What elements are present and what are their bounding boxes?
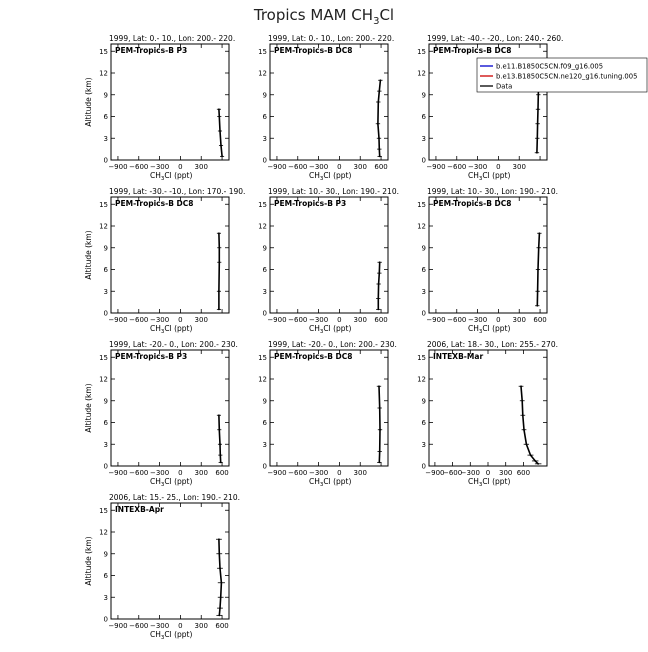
y-tick-label: 6 (263, 266, 268, 274)
data-point (537, 269, 539, 271)
x-tick-label: −300 (468, 163, 487, 171)
data-point (536, 137, 538, 139)
x-tick-label: −900 (108, 316, 127, 324)
data-point (379, 79, 381, 81)
data-point (379, 407, 381, 409)
panel-5 (258, 187, 399, 335)
y-axis-label: Altitude (km) (84, 77, 93, 126)
data-point (379, 155, 381, 157)
x-tick-label: 600 (215, 469, 228, 477)
data-point (218, 414, 220, 416)
x-tick-label: −600 (447, 163, 466, 171)
panel-annotation: PEM-Tropics-B DC8 (433, 46, 511, 55)
x-tick-label: −900 (108, 469, 127, 477)
panel-annotation: PEM-Tropics-B DC8 (433, 199, 511, 208)
y-tick-label: 3 (104, 594, 108, 602)
data-point (220, 582, 222, 584)
data-point (220, 145, 222, 147)
data-point (218, 232, 220, 234)
y-tick-label: 3 (104, 288, 108, 296)
data-point (377, 101, 379, 103)
x-tick-label: −300 (309, 316, 328, 324)
y-tick-label: 6 (104, 572, 109, 580)
plot-frame (111, 197, 229, 313)
panel-8 (258, 340, 397, 488)
panel-title: 1999, Lat: -30.- -10., Lon: 170.- 190. (109, 187, 245, 196)
data-point (218, 116, 220, 118)
data-point (536, 305, 538, 307)
panel-annotation: PEM-Tropics-B DC8 (274, 352, 352, 361)
panel-title: 2006, Lat: 15.- 25., Lon: 190.- 210. (109, 493, 240, 502)
y-tick-label: 3 (422, 288, 426, 296)
x-tick-label: −300 (461, 469, 480, 477)
data-point (377, 308, 379, 310)
y-tick-label: 12 (258, 70, 267, 78)
y-tick-label: 3 (263, 441, 267, 449)
x-tick-label: −600 (129, 469, 148, 477)
panel-title: 1999, Lat: -20.- 0., Lon: 200.- 230. (268, 340, 397, 349)
x-tick-label: −300 (309, 163, 328, 171)
x-tick-label: −900 (426, 163, 445, 171)
x-tick-label: −600 (288, 469, 307, 477)
y-tick-label: 9 (104, 550, 108, 558)
x-tick-label: −600 (288, 163, 307, 171)
y-tick-label: 9 (422, 244, 426, 252)
data-point (219, 454, 221, 456)
y-tick-label: 6 (422, 113, 427, 121)
x-tick-label: −600 (288, 316, 307, 324)
plot-frame (270, 197, 388, 313)
data-point (378, 148, 380, 150)
y-tick-label: 12 (417, 376, 426, 384)
y-tick-label: 6 (104, 419, 109, 427)
data-point (220, 596, 222, 598)
y-axis-label: Altitude (km) (84, 383, 93, 432)
x-tick-label: 600 (374, 316, 387, 324)
y-tick-label: 12 (258, 223, 267, 231)
panel-2 (258, 34, 394, 182)
x-tick-label: 300 (195, 622, 208, 630)
data-series-line (521, 386, 538, 464)
data-point (523, 429, 525, 431)
y-tick-label: 6 (104, 266, 109, 274)
data-series-line (219, 539, 222, 615)
y-tick-label: 12 (99, 529, 108, 537)
legend-entry: b.e13.B1850C5CN.ne120_g16.tuning.005 (496, 73, 637, 81)
plot-frame (270, 350, 388, 466)
x-tick-label: 0 (486, 469, 490, 477)
x-axis-label: $CH_3Cl$ (ppt) (468, 477, 510, 488)
x-tick-label: 300 (354, 163, 367, 171)
x-tick-label: 0 (178, 316, 182, 324)
plot-frame (111, 44, 229, 160)
y-tick-label: 6 (422, 419, 427, 427)
x-axis-label: $CH_3Cl$ (ppt) (309, 324, 351, 335)
x-axis-label: $CH_3Cl$ (ppt) (150, 477, 192, 488)
x-tick-label: −300 (150, 316, 169, 324)
y-tick-label: 12 (99, 223, 108, 231)
x-axis-label: $CH_3Cl$ (ppt) (150, 324, 192, 335)
panel-title: 1999, Lat: 10.- 30., Lon: 190.- 210. (268, 187, 399, 196)
data-point (218, 261, 220, 263)
data-point (537, 463, 539, 465)
data-point (537, 108, 539, 110)
x-tick-label: −300 (150, 163, 169, 171)
y-tick-label: 9 (263, 397, 267, 405)
y-tick-label: 15 (417, 48, 426, 56)
x-axis-label: $CH_3Cl$ (ppt) (309, 477, 351, 488)
y-tick-label: 9 (263, 244, 267, 252)
panel-annotation: PEM-Tropics-B DC8 (115, 199, 193, 208)
panel-title: 2006, Lat: 18.- 30., Lon: 255.- 270. (427, 340, 558, 349)
y-tick-label: 0 (422, 463, 426, 471)
data-point (219, 607, 221, 609)
data-point (219, 130, 221, 132)
y-tick-label: 3 (422, 441, 426, 449)
panel-1 (84, 34, 235, 182)
x-tick-label: 0 (178, 622, 182, 630)
data-point (219, 567, 221, 569)
y-tick-label: 9 (104, 91, 108, 99)
y-tick-label: 3 (263, 135, 267, 143)
y-tick-label: 0 (263, 463, 267, 471)
data-point (534, 460, 536, 462)
x-tick-label: −900 (108, 163, 127, 171)
data-point (218, 429, 220, 431)
plot-frame (270, 44, 388, 160)
y-tick-label: 0 (104, 157, 108, 165)
data-point (220, 461, 222, 463)
x-tick-label: 0 (337, 163, 341, 171)
data-point (378, 137, 380, 139)
y-axis-label: Altitude (km) (84, 230, 93, 279)
y-tick-label: 12 (99, 376, 108, 384)
y-tick-label: 15 (417, 354, 426, 362)
x-tick-label: −900 (426, 316, 445, 324)
panel-annotation: PEM-Tropics-B P3 (115, 352, 187, 361)
x-tick-label: 0 (496, 316, 500, 324)
y-tick-label: 6 (263, 113, 268, 121)
y-axis-label: Altitude (km) (84, 536, 93, 585)
data-point (221, 155, 223, 157)
x-tick-label: −600 (443, 469, 462, 477)
data-point (520, 385, 522, 387)
data-point (218, 247, 220, 249)
y-tick-label: 12 (99, 70, 108, 78)
legend-entry: Data (496, 83, 512, 91)
data-point (537, 290, 539, 292)
legend-entry: b.e11.B1850C5CN.f09_g16.005 (496, 63, 603, 71)
y-tick-label: 12 (417, 223, 426, 231)
plot-frame (111, 350, 229, 466)
x-tick-label: −900 (267, 316, 286, 324)
y-tick-label: 15 (258, 354, 267, 362)
y-tick-label: 12 (417, 70, 426, 78)
x-tick-label: 0 (337, 469, 341, 477)
y-tick-label: 0 (104, 310, 108, 318)
y-tick-label: 0 (422, 310, 426, 318)
panel-title: 1999, Lat: 0.- 10., Lon: 200.- 220. (268, 34, 394, 43)
plot-frame (429, 197, 547, 313)
y-tick-label: 6 (263, 419, 268, 427)
x-tick-label: −300 (468, 316, 487, 324)
panel-annotation: PEM-Tropics-B DC8 (274, 46, 352, 55)
data-point (218, 308, 220, 310)
y-tick-label: 6 (422, 266, 427, 274)
x-axis-label: $CH_3Cl$ (ppt) (309, 171, 351, 182)
data-point (218, 538, 220, 540)
y-tick-label: 3 (104, 135, 108, 143)
x-tick-label: −900 (108, 622, 127, 630)
data-point (537, 94, 539, 96)
y-tick-label: 9 (104, 244, 108, 252)
x-tick-label: −300 (150, 622, 169, 630)
x-tick-label: −900 (267, 469, 286, 477)
y-tick-label: 15 (99, 507, 108, 515)
y-tick-label: 3 (104, 441, 108, 449)
panel-title: 1999, Lat: 10.- 30., Lon: 190.- 210. (427, 187, 558, 196)
y-tick-label: 6 (104, 113, 109, 121)
y-tick-label: 0 (422, 157, 426, 165)
x-tick-label: −600 (447, 316, 466, 324)
x-tick-label: 0 (496, 163, 500, 171)
x-tick-label: −600 (129, 622, 148, 630)
data-point (525, 443, 527, 445)
data-point (379, 451, 381, 453)
x-tick-label: 0 (178, 469, 182, 477)
data-point (378, 272, 380, 274)
y-tick-label: 15 (99, 201, 108, 209)
panel-annotation: INTEXB-Mar (433, 352, 483, 361)
panel-title: 1999, Lat: -40.- -20., Lon: 240.- 260. (427, 34, 563, 43)
data-point (219, 443, 221, 445)
data-point (377, 298, 379, 300)
data-point (538, 232, 540, 234)
x-tick-label: 300 (513, 163, 526, 171)
y-tick-label: 3 (263, 288, 267, 296)
x-tick-label: 600 (517, 469, 530, 477)
data-point (536, 152, 538, 154)
data-point (537, 123, 539, 125)
y-tick-label: 0 (263, 157, 267, 165)
x-axis-label: $CH_3Cl$ (ppt) (468, 171, 510, 182)
y-tick-label: 15 (99, 354, 108, 362)
data-series-line (378, 262, 379, 309)
plot-frame (111, 503, 229, 619)
panel-6 (417, 187, 558, 335)
panel-3 (417, 34, 647, 182)
data-point (530, 454, 532, 456)
plot-frame (429, 350, 547, 466)
data-point (379, 261, 381, 263)
x-tick-label: −900 (267, 163, 286, 171)
figure-title: Tropics MAM $CH_3Cl$ (0, 6, 648, 27)
data-point (218, 108, 220, 110)
data-point (522, 414, 524, 416)
data-point (521, 400, 523, 402)
x-tick-label: 300 (195, 316, 208, 324)
panel-4 (84, 187, 245, 335)
x-tick-label: 300 (354, 316, 367, 324)
panel-annotation: PEM-Tropics-B P3 (115, 46, 187, 55)
data-point (377, 123, 379, 125)
data-point (378, 283, 380, 285)
panel-annotation: INTEXB-Apr (115, 505, 164, 514)
x-tick-label: 300 (499, 469, 512, 477)
y-tick-label: 9 (104, 397, 108, 405)
x-axis-label: $CH_3Cl$ (ppt) (150, 171, 192, 182)
x-tick-label: −600 (129, 316, 148, 324)
panel-9 (417, 340, 558, 488)
data-point (379, 429, 381, 431)
y-tick-label: 15 (258, 201, 267, 209)
data-point (218, 553, 220, 555)
data-point (378, 90, 380, 92)
data-point (218, 290, 220, 292)
y-tick-label: 9 (422, 397, 426, 405)
y-tick-label: 15 (99, 48, 108, 56)
y-tick-label: 0 (104, 463, 108, 471)
x-tick-label: 300 (354, 469, 367, 477)
panel-title: 1999, Lat: -20.- 0., Lon: 200.- 230. (109, 340, 238, 349)
x-tick-label: 600 (215, 622, 228, 630)
x-tick-label: 300 (195, 469, 208, 477)
x-tick-label: 600 (374, 163, 387, 171)
x-tick-label: −600 (129, 163, 148, 171)
x-tick-label: −300 (150, 469, 169, 477)
x-tick-label: 0 (178, 163, 182, 171)
x-axis-label: $CH_3Cl$ (ppt) (468, 324, 510, 335)
x-tick-label: 300 (195, 163, 208, 171)
y-tick-label: 0 (104, 616, 108, 624)
data-point (378, 461, 380, 463)
data-point (538, 247, 540, 249)
y-tick-label: 15 (417, 201, 426, 209)
x-tick-label: 300 (513, 316, 526, 324)
data-point (218, 614, 220, 616)
y-tick-label: 9 (263, 91, 267, 99)
y-tick-label: 12 (258, 376, 267, 384)
y-tick-label: 3 (422, 135, 426, 143)
panel-annotation: PEM-Tropics-B P3 (274, 199, 346, 208)
legend (477, 58, 647, 92)
x-axis-label: $CH_3Cl$ (ppt) (150, 630, 192, 641)
x-tick-label: 600 (533, 316, 546, 324)
panel-7 (84, 340, 238, 488)
y-tick-label: 0 (263, 310, 267, 318)
panel-title: 1999, Lat: 0.- 10., Lon: 200.- 220. (109, 34, 235, 43)
y-tick-label: 9 (422, 91, 426, 99)
panel-10 (84, 493, 240, 641)
y-tick-label: 15 (258, 48, 267, 56)
x-tick-label: −900 (425, 469, 444, 477)
data-point (378, 385, 380, 387)
x-tick-label: 0 (337, 316, 341, 324)
x-tick-label: −300 (309, 469, 328, 477)
